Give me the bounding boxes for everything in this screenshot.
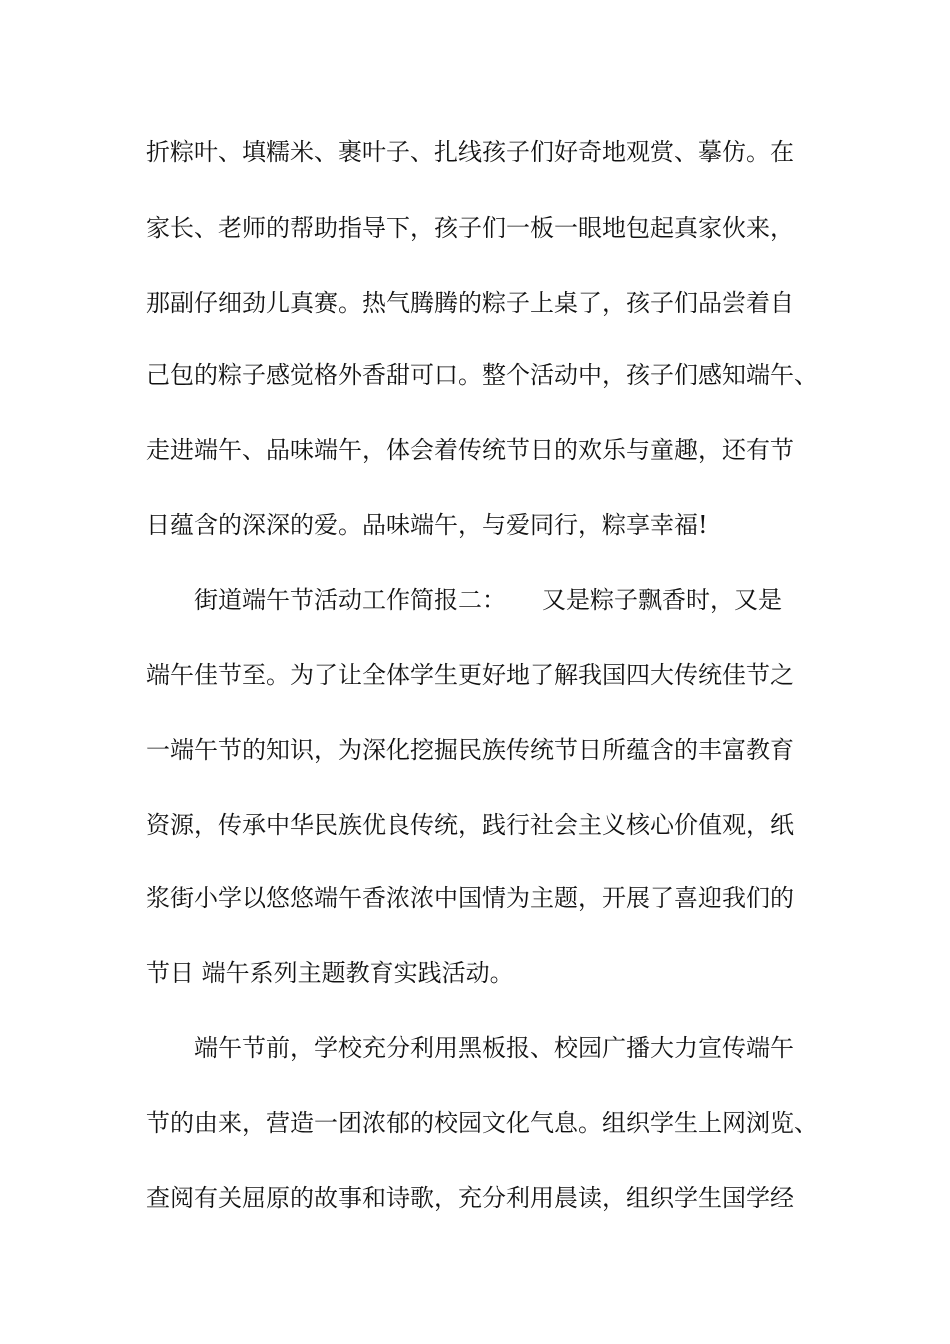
text-line-2: 家长、老师的帮助指导下，孩子们一板一眼地包起真家伙来， bbox=[146, 214, 794, 242]
text-line-12: 节日 端午系列主题教育实践活动。 bbox=[146, 959, 514, 987]
text-line-14: 节的由来，营造一团浓郁的校园文化气息。组织学生上网浏览、 bbox=[146, 1109, 818, 1137]
text-line-4: 己包的粽子感觉格外香甜可口。整个活动中，孩子们感知端午、 bbox=[146, 361, 818, 389]
text-line-7: 街道端午节活动工作简报二： 又是粽子飘香时，又是 bbox=[146, 586, 782, 614]
text-line-5: 走进端午、品味端午，体会着传统节日的欢乐与童趣，还有节 bbox=[146, 436, 794, 464]
text-line-13: 端午节前，学校充分利用黑板报、校园广播大力宣传端午 bbox=[146, 1034, 794, 1062]
text-line-11: 浆街小学以悠悠端午香浓浓中国情为主题，开展了喜迎我们的 bbox=[146, 884, 794, 912]
text-line-1: 折粽叶、填糯米、裹叶子、扎线孩子们好奇地观赏、摹仿。在 bbox=[146, 138, 794, 166]
text-line-8: 端午佳节至。为了让全体学生更好地了解我国四大传统佳节之 bbox=[146, 661, 794, 689]
text-line-15: 查阅有关屈原的故事和诗歌，充分利用晨读，组织学生国学经 bbox=[146, 1184, 794, 1212]
text-line-10: 资源，传承中华民族优良传统，践行社会主义核心价值观，纸 bbox=[146, 811, 794, 839]
text-line-9: 一端午节的知识，为深化挖掘民族传统节日所蕴含的丰富教育 bbox=[146, 736, 794, 764]
text-line-3: 那副仔细劲儿真赛。热气腾腾的粽子上桌了，孩子们品尝着自 bbox=[146, 289, 794, 317]
text-line-6: 日蕴含的深深的爱。品味端午，与爱同行，粽享幸福! bbox=[146, 511, 708, 539]
